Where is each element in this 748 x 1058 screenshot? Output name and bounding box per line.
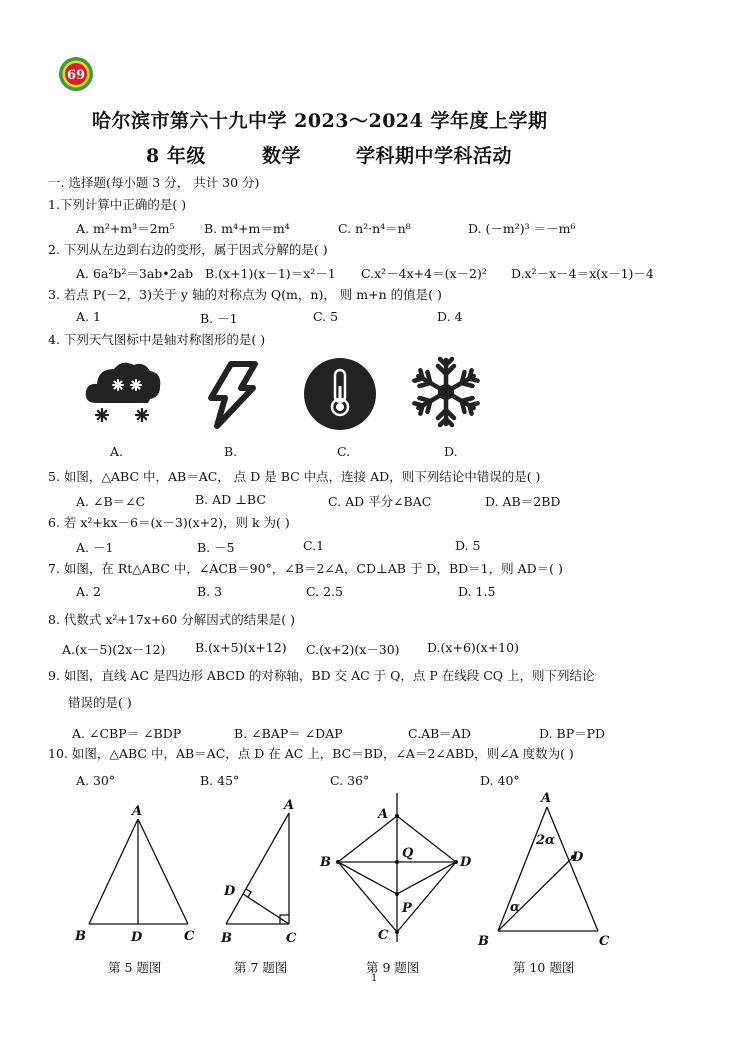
q3-option-b: B. －1 [200, 311, 238, 326]
q10-option-c: C. 36° [330, 773, 370, 788]
school-logo [58, 56, 94, 92]
question-3-stem: 3. 若点 P(－2，3)关于 y 轴的对称点为 Q(m，n)， 则 m+n 的值是( ) [48, 287, 442, 302]
fig10-label-a: A [541, 791, 552, 806]
q3-option-a: A. 1 [76, 309, 101, 324]
q1-option-a: A. m²+m³＝2m⁵ [76, 221, 175, 236]
q5-option-d: D. AB＝2BD [485, 494, 561, 509]
title-subject: 数学 [262, 145, 302, 167]
thermometer-icon [302, 356, 378, 432]
fig10-label-d: D [572, 850, 584, 865]
q9-option-b: B. ∠BAP＝ ∠DAP [234, 726, 343, 741]
section-heading: 一. 选择题(每小题 3 分， 共计 30 分) [48, 175, 260, 190]
question-5-stem: 5. 如图，△ABC 中，AB＝AC， 点 D 是 BC 中点，连接 AD，则下列结论中错误的是( ) [48, 469, 541, 484]
q7-option-c: C. 2.5 [306, 584, 343, 599]
q1-option-c: C. n²·n⁴＝n⁸ [338, 221, 411, 236]
fig9-label-c: C [378, 928, 389, 943]
title-event: 学科期中学科活动 [356, 145, 513, 167]
caption-fig5: 第 5 题图 [108, 960, 162, 975]
q6-option-c: C.1 [303, 538, 325, 553]
caption-fig9: 第 9 题图 [366, 960, 420, 975]
page-number: 1 [371, 973, 378, 984]
q8-option-d: D.(x+6)(x+10) [427, 640, 519, 655]
caption-fig7: 第 7 题图 [234, 960, 288, 975]
q10-option-d: D. 40° [480, 773, 520, 788]
q6-option-d: D. 5 [455, 538, 481, 553]
fig9-label-a: A [378, 807, 389, 822]
fig10-angle-2alpha: 2α [536, 833, 556, 848]
question-9-stem: 9. 如图，直线 AC 是四边形 ABCD 的对称轴，BD 交 AC 于 Q，点 P 在线段 CQ 上，则下列结论 [48, 668, 595, 683]
fig5-label-b: B [75, 929, 86, 944]
fig9-label-q: Q [402, 846, 414, 861]
fig7-label-a: A [284, 798, 295, 813]
q4-option-a: A. [110, 444, 124, 459]
lightning-icon [203, 360, 259, 430]
q3-option-d: D. 4 [437, 309, 463, 324]
q8-option-b: B.(x+5)(x+12) [195, 640, 287, 655]
fig5-label-a: A [132, 804, 143, 819]
question-6-stem: 6. 若 x²+kx－6＝(x－3)(x+2)，则 k 为( ) [48, 515, 290, 530]
fig7-label-b: B [221, 931, 232, 946]
fig7-label-d: D [224, 884, 236, 899]
snowflake-icon [412, 355, 480, 429]
figure-q7 [218, 795, 308, 950]
figure-q10 [474, 787, 624, 950]
question-7-stem: 7. 如图，在 Rt△ABC 中，∠ACB＝90°，∠B＝2∠A，CD⊥AB 于 D，BD＝1，则 AD＝( ) [48, 561, 563, 576]
q4-option-b: B. [224, 444, 238, 459]
q2-option-b: B.(x+1)(x－1)＝x²－1 [205, 266, 336, 281]
q8-option-c: C.(x+2)(x－30) [306, 642, 400, 657]
cloud-snow-icon [82, 355, 164, 429]
q7-option-b: B. 3 [197, 584, 223, 599]
figure-q9 [312, 790, 480, 950]
question-2-stem: 2. 下列从左边到右边的变形，属于因式分解的是( ) [48, 242, 328, 257]
q4-option-c: C. [337, 444, 351, 459]
q5-option-a: A. ∠B＝∠C [76, 494, 146, 509]
fig5-label-d: D [131, 930, 143, 945]
fig9-label-d: D [460, 855, 472, 870]
fig10-angle-alpha: α [510, 900, 521, 915]
q9-option-d: D. BP＝PD [539, 726, 606, 741]
q6-option-a: A. －1 [76, 540, 114, 555]
fig7-label-c: C [286, 931, 297, 946]
q9-option-a: A. ∠CBP＝ ∠BDP [72, 726, 182, 741]
q4-option-d: D. [444, 444, 458, 459]
q3-option-c: C. 5 [313, 309, 339, 324]
title-grade: 8 年级 [146, 145, 206, 167]
q7-option-d: D. 1.5 [458, 584, 496, 599]
q6-option-b: B. －5 [197, 540, 235, 555]
q8-option-a: A.(x－5)(2x－12) [62, 642, 166, 657]
svg-text:69: 69 [66, 68, 86, 83]
question-1-stem: 1.下列计算中正确的是( ) [48, 197, 187, 212]
caption-fig10: 第 10 题图 [513, 960, 575, 975]
fig9-label-b: B [320, 855, 331, 870]
fig10-label-c: C [599, 934, 610, 949]
q9-option-c: C.AB＝AD [408, 726, 471, 741]
question-8-stem: 8. 代数式 x²+17x+60 分解因式的结果是( ) [48, 612, 295, 627]
q5-option-c: C. AD 平分∠BAC [328, 494, 432, 509]
question-9-stem-cont: 错误的是( ) [68, 695, 132, 710]
q10-option-b: B. 45° [200, 773, 240, 788]
question-4-stem: 4. 下列天气图标中是轴对称图形的是( ) [48, 332, 266, 347]
q2-option-c: C.x²－4x+4＝(x－2)² [361, 266, 487, 281]
question-10-stem: 10. 如图，△ABC 中，AB＝AC，点 D 在 AC 上，BC＝BD，∠A＝2∠ABD，则∠A 度数为( ) [48, 746, 574, 761]
q2-option-a: A. 6a²b²＝3ab•2ab [76, 266, 194, 281]
q1-option-d: D. (－m²)³ ＝－m⁶ [468, 221, 576, 236]
q7-option-a: A. 2 [76, 584, 101, 599]
title-line1: 哈尔滨市第六十九中学 2023～2024 学年度上学期 [92, 110, 548, 132]
q5-option-b: B. AD ⊥BC [195, 492, 266, 507]
fig5-label-c: C [184, 929, 195, 944]
q10-option-a: A. 30° [76, 773, 116, 788]
figure-q5 [72, 800, 202, 950]
q2-option-d: D.x²－x－4＝x(x－1)－4 [511, 266, 654, 281]
fig10-label-b: B [478, 934, 489, 949]
fig9-label-p: P [402, 901, 412, 916]
q1-option-b: B. m⁴+m＝m⁴ [204, 221, 290, 236]
